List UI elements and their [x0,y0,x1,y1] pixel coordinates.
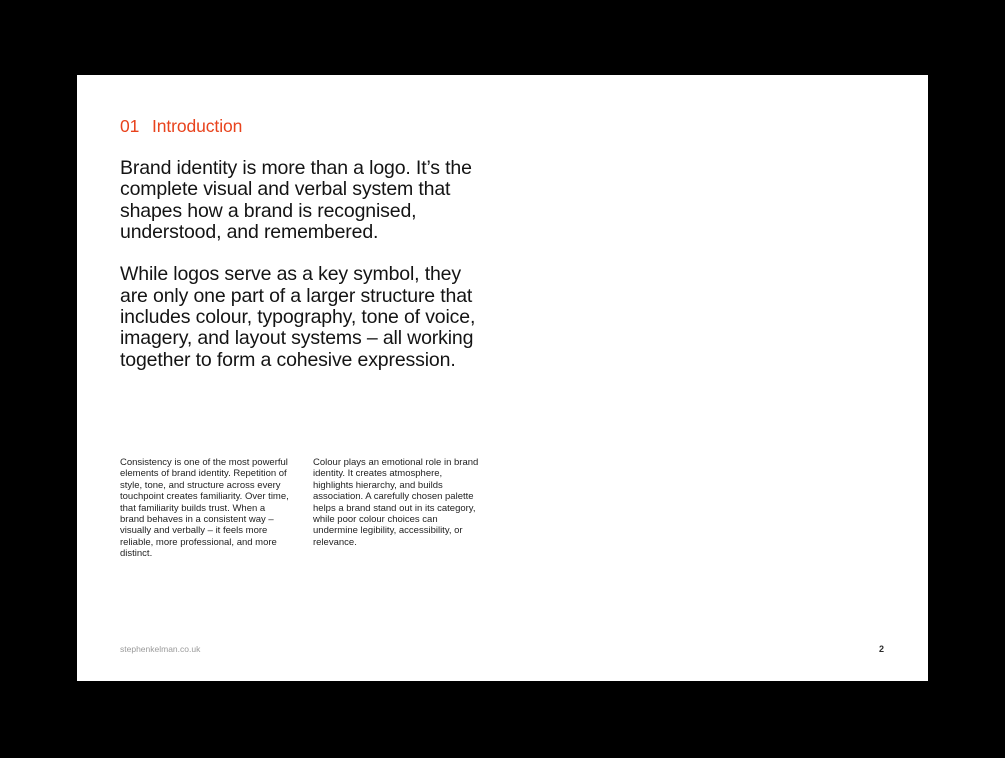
section-number: 01 [120,116,140,136]
intro-text-block [120,158,492,392]
intro-paragraph-1: Brand identity is more than a logo. It’s the complete visual and verbal system that shapes how a brand is recognised, understood, and remembered. [120,157,472,243]
intro-paragraph-2: While logos serve as a key symbol, they are only one part of a larger structure that includes colour, typography, tone of voice, imagery, and layout systems – all working together to form a cohesive expression. [120,263,476,371]
section-heading [120,116,242,136]
footer-website: stephenkelman.co.uk [120,644,201,654]
body-column-consistency: Consistency is one of the most powerful elements of brand identity. Repetition of style, tone, and structure across every touchpoint creates familiarity. Over time, that familiarity builds trust. When a brand behaves in a consistent way – visually and verbally – it feels more reliable, more professional, and more distinct. [120,457,289,560]
section-title: Introduction [152,116,243,136]
footer-page-number: 2 [878,644,884,654]
body-column-colour: Colour plays an emotional role in brand identity. It creates atmosphere, highlights hierarchy, and builds association. A carefully chosen palette helps a brand stand out in its category, while poor colour choices can undermine legibility, accessibility, or relevance. [313,457,479,548]
document-page [77,75,928,681]
body-columns [120,457,484,560]
